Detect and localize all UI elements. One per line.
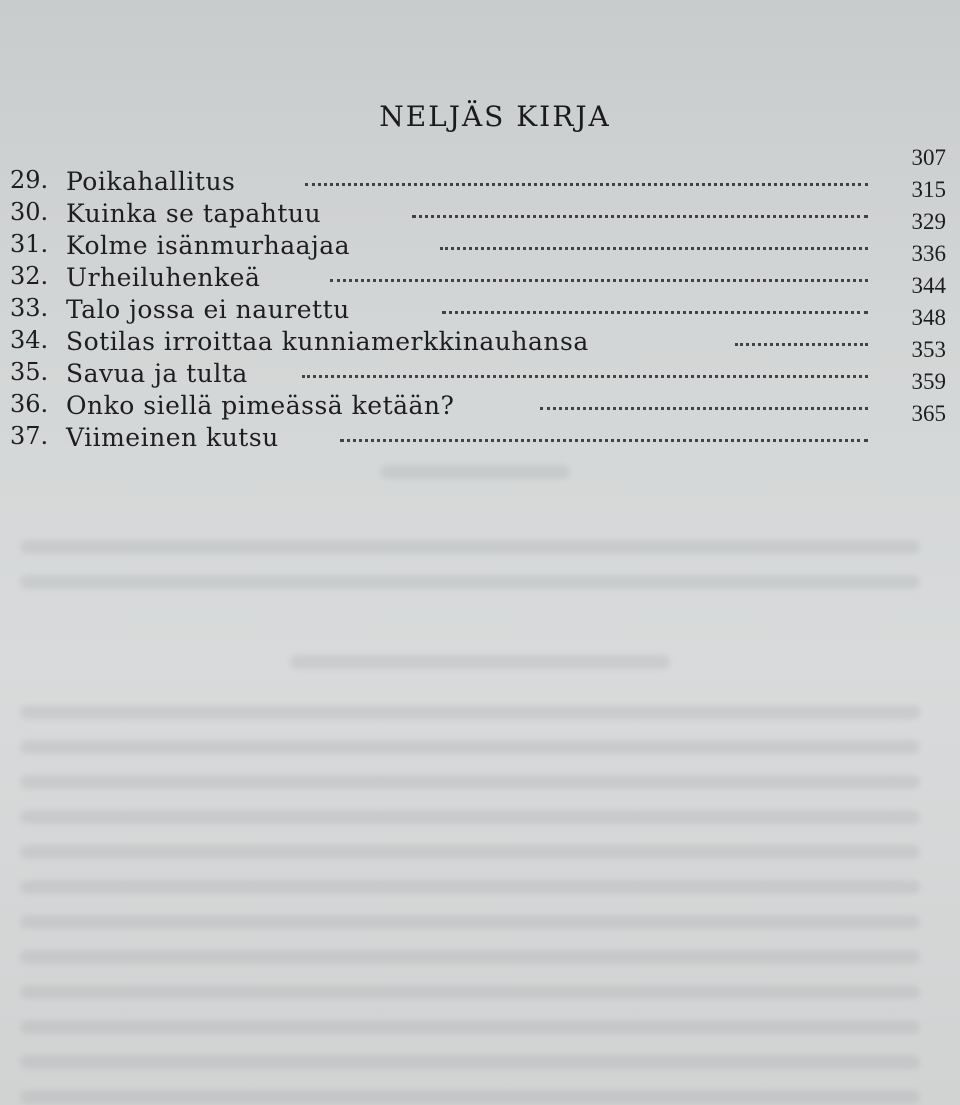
chapter-number: 36.: [10, 390, 49, 418]
chapter-title: Kolme isänmurhaajaa: [66, 231, 351, 260]
dot-leader: [735, 337, 868, 346]
dot-leader: [330, 273, 868, 282]
chapter-number: 34.: [10, 326, 49, 354]
section-heading: NELJÄS KIRJA: [379, 100, 611, 133]
chapter-number: 30.: [10, 198, 49, 226]
chapter-page: 336: [911, 241, 946, 266]
chapter-title: Talo jossa ei naurettu: [66, 295, 350, 324]
chapter-number: 29.: [10, 166, 49, 194]
chapter-title: Poikahallitus: [66, 167, 236, 196]
chapter-title: Kuinka se tapahtuu: [66, 199, 322, 228]
show-through-texture: [0, 455, 960, 1105]
dot-leader: [302, 369, 868, 378]
chapter-title: Viimeinen kutsu: [66, 423, 279, 452]
chapter-page: 365: [911, 401, 946, 426]
chapter-number: 33.: [10, 294, 49, 322]
toc-entry: [0, 145, 960, 196]
dot-leader: [540, 401, 868, 410]
chapter-number: 37.: [10, 422, 49, 450]
dot-leader: [305, 177, 868, 186]
dot-leader: [440, 241, 868, 250]
dot-leader: [340, 433, 868, 442]
chapter-number: 31.: [10, 230, 49, 258]
dot-leader: [412, 209, 868, 218]
dot-leader: [442, 305, 868, 314]
chapter-page: 359: [911, 369, 946, 394]
chapter-number: 35.: [10, 358, 49, 386]
chapter-title: Sotilas irroittaa kunniamerkkinauhansa: [66, 327, 589, 356]
chapter-title: Savua ja tulta: [66, 359, 248, 388]
chapter-page: 353: [911, 337, 946, 362]
chapter-number: 32.: [10, 262, 49, 290]
chapter-page: 348: [911, 305, 946, 330]
chapter-title: Onko siellä pimeässä ketään?: [66, 391, 455, 420]
chapter-page: 329: [911, 209, 946, 234]
chapter-title: Urheiluhenkeä: [66, 263, 261, 292]
chapter-page: 307: [911, 145, 946, 170]
chapter-page: 344: [911, 273, 946, 298]
chapter-page: 315: [911, 177, 946, 202]
